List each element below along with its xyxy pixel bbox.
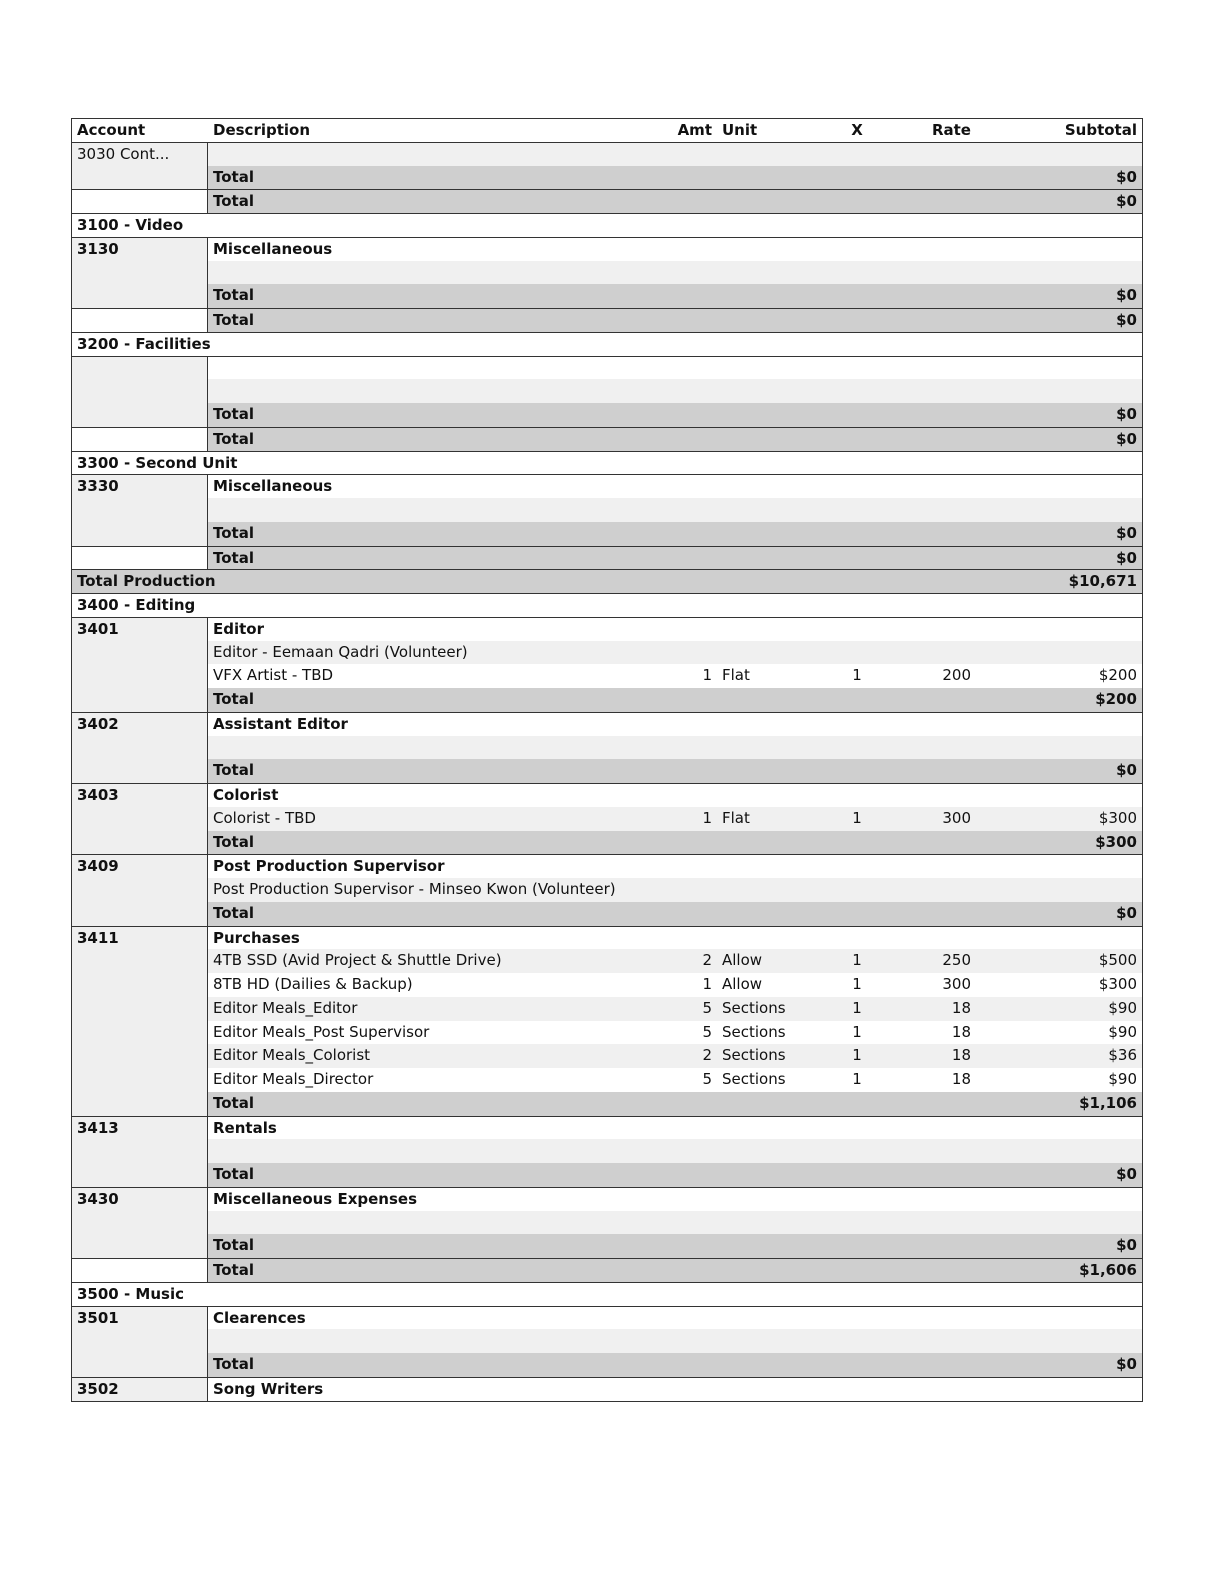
header-x [821,119,881,142]
line-item-cells [208,1044,1142,1068]
cell-x-value: 1 [852,808,862,827]
blank-row [72,1139,1142,1163]
total-value: $300 [1095,832,1137,851]
cell-rate: 18 [951,1022,971,1041]
cell-x [821,878,881,902]
total-value: $0 [1116,429,1137,448]
blank-row [72,1329,1142,1353]
account-cell [72,522,208,546]
total-value: $1,106 [1079,1093,1137,1112]
account-description: Miscellaneous Expenses [213,1189,417,1208]
cell-amt: 2 [702,1046,712,1065]
header-x-label: X [851,121,863,139]
account-number: 3409 [72,855,208,878]
account-total-row [72,831,1142,855]
account-number: 3413 [72,1117,208,1140]
total-production-label: Total Production [77,572,216,591]
account-cell [72,1211,208,1235]
cell-x [821,641,881,665]
header-description: Description [213,121,311,139]
section-total-row [72,427,1142,451]
blank-row [72,498,1142,522]
cell-subtotal: $500 [1098,951,1137,970]
total-value: $0 [1116,548,1137,567]
account-number: 3401 [72,618,208,641]
account-number: 3430 [72,1188,208,1211]
cell-subtotal: $200 [1098,666,1137,685]
total-production-value: $10,671 [1068,572,1137,591]
account-cell [72,166,208,190]
total-production-row [72,569,1142,593]
section-label: 3200 - Facilities [77,334,211,353]
account-cell [72,641,208,665]
account-header-row [72,237,1142,261]
account-header-row [72,783,1142,807]
cell-unit: Sections [722,1046,786,1065]
cell-subtotal: $90 [1108,1022,1137,1041]
account-description: Colorist [213,786,279,804]
account-cell [72,1139,208,1163]
blank-row [72,261,1142,285]
section-total-row [72,546,1142,570]
account-total-row [72,1234,1142,1258]
total-label: Total [213,1261,254,1279]
cell-description: Editor Meals_Post Supervisor [213,1022,430,1041]
account-header-row [72,1116,1142,1140]
cell-unit: Allow [722,975,763,993]
total-label: Total [213,192,254,211]
total-value: $0 [1116,167,1137,186]
blank-cell [208,379,1142,403]
account-cell [72,1329,208,1353]
account-header-row [72,474,1142,498]
account-description: Song Writers [213,1379,324,1398]
cell-x-value: 1 [852,1022,862,1041]
cell-rate: 18 [951,998,971,1017]
account-header-row [72,1187,1142,1211]
total-label: Total [213,1093,254,1112]
line-item-row [72,1068,1142,1092]
cell-unit: Sections [722,1070,786,1088]
cell-subtotal [976,878,1142,902]
cell-x-value: 1 [852,1046,862,1065]
cell-x [821,949,881,973]
budget-table [71,118,1143,1402]
line-item-cells [208,1068,1142,1092]
total-label: Total [213,429,254,448]
cell-rate: 250 [942,951,971,970]
account-cell [72,547,208,570]
cell-unit: Flat [722,666,750,685]
header-account: Account [77,121,146,139]
cell-rate: 18 [951,1046,971,1065]
account-cell [72,403,208,427]
cell-x [821,1044,881,1068]
section-row [72,1282,1142,1306]
total-label: Total [213,832,254,851]
cell-x [821,807,881,831]
cell-x-value: 1 [852,975,862,993]
total-value: $0 [1116,1355,1137,1373]
account-cell [72,831,208,855]
line-item-cells [208,973,1142,997]
account-cell [72,190,208,213]
account-number: 3403 [72,784,208,807]
cell-x [821,664,881,688]
account-header-row [72,356,1142,380]
account-number: 3130 [72,238,208,261]
account-cell [72,1044,208,1068]
line-item-row [72,997,1142,1021]
line-item-cells [208,949,1142,973]
account-cell [72,1021,208,1045]
cell-subtotal [976,641,1142,665]
account-description: Clearences [213,1308,306,1327]
cell-x [821,1068,881,1092]
total-label: Total [213,286,254,305]
blank-cell [208,1139,1142,1163]
section-total-row [72,1258,1142,1282]
line-item-cells [208,641,1142,665]
account-cell [72,284,208,308]
cell-unit [717,878,821,902]
blank-row [72,736,1142,760]
blank-row [72,379,1142,403]
cell-description: Editor Meals_Colorist [213,1046,371,1065]
cell-description: Post Production Supervisor - Minseo Kwon (Volunteer) [213,880,616,898]
account-total-row [72,688,1142,712]
cell-x [821,1021,881,1045]
cell-x-value: 1 [852,951,862,970]
cell-amt: 1 [702,808,712,827]
total-label: Total [213,167,254,186]
cell-amt: 2 [702,951,712,970]
cell-amt: 1 [702,666,712,685]
line-item-cells [208,807,1142,831]
cell-unit [717,641,821,665]
cell-amt [663,641,717,665]
header-rate: Rate [931,121,971,139]
line-item-cells [208,997,1142,1021]
section-label: 3300 - Second Unit [77,453,238,472]
section-row [72,332,1142,356]
total-value: $0 [1116,761,1137,780]
total-label: Total [213,1236,254,1255]
account-cell [72,309,208,332]
total-value: $0 [1116,1165,1137,1183]
section-label: 3400 - Editing [77,596,196,614]
account-header-row [72,142,1142,166]
total-label: Total [213,523,254,542]
total-label: Total [213,690,254,708]
cell-subtotal: $90 [1108,1070,1137,1088]
account-description [208,357,1142,380]
account-description: Post Production Supervisor [213,857,445,876]
account-header-row [72,926,1142,950]
account-number: 3030 Cont... [72,143,208,166]
account-cell [72,498,208,522]
cell-x-value: 1 [852,1070,862,1088]
total-label: Total [213,1165,254,1183]
account-cell [72,1163,208,1187]
line-item-row [72,807,1142,831]
line-item-row [72,1044,1142,1068]
line-item-cells [208,664,1142,688]
account-cell [72,664,208,688]
account-cell [72,1353,208,1377]
total-label: Total [213,311,254,329]
total-label: Total [213,761,254,780]
cell-rate: 300 [942,975,971,993]
cell-x [821,973,881,997]
account-total-row [72,1092,1142,1116]
account-cell [72,759,208,783]
total-value: $200 [1095,690,1137,708]
account-total-row [72,522,1142,546]
cell-subtotal: $36 [1108,1046,1137,1065]
line-item-row [72,878,1142,902]
cell-unit: Sections [722,998,786,1017]
account-header-row [72,1377,1142,1401]
total-label: Total [213,903,254,922]
header-amt: Amt [677,121,712,139]
account-cell [72,997,208,1021]
cell-amt: 5 [702,1022,712,1041]
account-number: 3330 [72,475,208,498]
total-value: $0 [1116,903,1137,922]
account-description: Miscellaneous [213,477,333,496]
account-cell [72,261,208,285]
cell-description: Editor - Eemaan Qadri (Volunteer) [213,642,468,661]
account-description: Editor [213,619,264,638]
cell-unit: Sections [722,1022,786,1041]
cell-description: 4TB SSD (Avid Project & Shuttle Drive) [213,951,502,970]
total-label: Total [213,548,254,567]
account-cell [72,379,208,403]
cell-description: Editor Meals_Director [213,1070,374,1088]
section-total-row [72,308,1142,332]
table-body [72,142,1142,1401]
total-value: $0 [1116,286,1137,305]
cell-unit: Allow [722,951,763,970]
account-number: 3502 [72,1378,208,1401]
cell-rate: 200 [942,666,971,685]
cell-x-value: 1 [852,666,862,685]
cell-description: Editor Meals_Editor [213,998,358,1017]
cell-rate: 300 [942,808,971,827]
account-cell [72,688,208,712]
account-cell [72,973,208,997]
total-label: Total [213,405,254,423]
cell-rate [881,878,976,902]
account-total-row [72,1163,1142,1187]
section-row [72,213,1142,237]
cell-amt: 5 [702,1070,712,1088]
account-cell [72,902,208,926]
account-cell [72,1259,208,1282]
line-item-row [72,664,1142,688]
account-total-row [72,403,1142,427]
account-cell [72,878,208,902]
account-cell [72,736,208,760]
section-total-row [72,189,1142,213]
cell-unit: Flat [722,808,750,827]
line-item-row [72,973,1142,997]
account-number: 3501 [72,1307,208,1330]
line-item-cells [208,1021,1142,1045]
cell-subtotal: $300 [1098,975,1137,993]
account-header-row [72,1306,1142,1330]
line-item-row [72,949,1142,973]
total-value: $0 [1116,1236,1137,1255]
account-cell [72,1068,208,1092]
cell-subtotal: $300 [1098,808,1137,827]
account-total-row [72,166,1142,190]
blank-row [72,1211,1142,1235]
header-subtotal: Subtotal [1064,121,1137,139]
cell-description: Colorist - TBD [213,808,316,827]
total-value: $0 [1116,405,1137,423]
account-number [72,357,208,380]
total-value: $0 [1116,523,1137,542]
account-number: 3402 [72,713,208,736]
blank-cell [208,1329,1142,1353]
account-header-row [72,712,1142,736]
line-item-cells [208,878,1142,902]
account-description: Purchases [213,928,300,947]
account-total-row [72,1353,1142,1377]
cell-rate [881,641,976,665]
cell-description: VFX Artist - TBD [213,666,334,685]
account-total-row [72,759,1142,783]
line-item-row [72,641,1142,665]
header-unit: Unit [722,121,758,139]
total-value: $0 [1116,192,1137,211]
account-cell [72,949,208,973]
cell-amt: 5 [702,998,712,1017]
account-description: Rentals [213,1118,277,1137]
section-row [72,593,1142,617]
section-row [72,451,1142,475]
account-cell [72,1092,208,1116]
account-header-row [72,854,1142,878]
blank-cell [208,1211,1142,1235]
blank-cell [208,736,1142,760]
blank-cell [208,498,1142,522]
account-description: Assistant Editor [213,714,348,733]
cell-x [821,997,881,1021]
account-cell [72,1234,208,1258]
account-total-row [72,902,1142,926]
total-label: Total [213,1355,254,1373]
cell-amt [663,878,717,902]
section-label: 3500 - Music [77,1284,184,1303]
cell-rate: 18 [951,1070,971,1088]
total-value: $0 [1116,311,1137,329]
cell-description: 8TB HD (Dailies & Backup) [213,975,413,993]
blank-cell [208,261,1142,285]
cell-amt: 1 [702,975,712,993]
account-description [208,143,1142,166]
account-description: Miscellaneous [213,239,333,258]
total-value: $1,606 [1079,1261,1137,1279]
account-number: 3411 [72,927,208,950]
account-header-row [72,617,1142,641]
table-header [72,118,1142,142]
account-total-row [72,284,1142,308]
cell-x-value: 1 [852,998,862,1017]
cell-subtotal: $90 [1108,998,1137,1017]
section-label: 3100 - Video [77,216,184,234]
account-cell [72,807,208,831]
line-item-row [72,1021,1142,1045]
account-cell [72,428,208,451]
